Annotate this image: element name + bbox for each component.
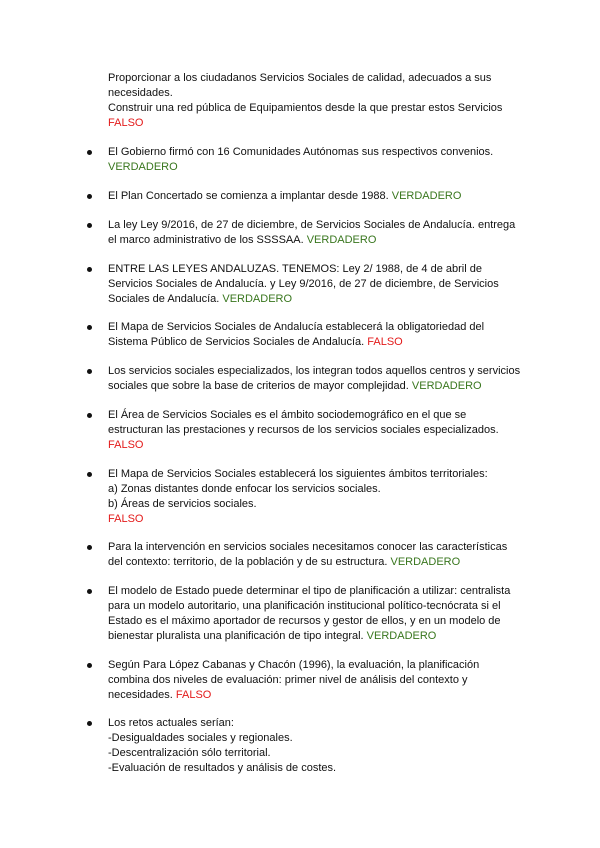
item-line: necesidades. [108, 689, 173, 701]
item-line: el marco administrativo de los SSSSAA. [108, 234, 304, 246]
intro-line: Construir una red pública de Equipamientos desde la que prestar estos Servicios [108, 102, 503, 114]
intro-line: Proporcionar a los ciudadanos Servicios Sociales de calidad, adecuados a sus [108, 72, 492, 84]
list-item [108, 584, 518, 644]
list-item [108, 262, 518, 307]
item-line: Los retos actuales serían: [108, 717, 234, 729]
bullet-icon [87, 663, 92, 668]
list-item [108, 218, 518, 248]
bullet-icon [87, 150, 92, 155]
answer-verdadero: VERDADERO [366, 630, 437, 642]
item-line: Según Para López Cabanas y Chacón (1996), la evaluación, la planificación [108, 659, 480, 671]
list-item [108, 540, 518, 570]
answer-falso: FALSO [367, 336, 403, 348]
item-line: Los servicios sociales especializados, los integran todos aquellos centros y servicios [108, 365, 521, 377]
item-line: El Mapa de Servicios Sociales establecerá los siguientes ámbitos territoriales: [108, 468, 488, 480]
item-line: Estado es el máximo aportador de recursos y gestor de ellos, y en un modelo de [108, 615, 501, 627]
item-line: Sistema Público de Servicios Sociales de Andalucía. [108, 336, 365, 348]
item-line: El Plan Concertado se comienza a implantar desde 1988. [108, 190, 389, 202]
item-line: Servicios Sociales de Andalucía. y Ley 9/2016, de 27 de diciembre, de Servicios [108, 278, 499, 290]
answer-verdadero: VERDADERO [306, 234, 377, 246]
answer-verdadero: VERDADERO [222, 293, 293, 305]
item-line: sociales que sobre la base de criterios de mayor complejidad. [108, 380, 409, 392]
item-line: El modelo de Estado puede determinar el tipo de planificación a utilizar: centralista [108, 585, 511, 597]
list-item [108, 364, 521, 394]
answer-falso: FALSO [108, 117, 144, 129]
bullet-icon [87, 721, 92, 726]
list-item [108, 145, 518, 175]
item-line: La ley Ley 9/2016, de 27 de diciembre, de Servicios Sociales de Andalucía. entrega [108, 219, 516, 231]
item-line: a) Zonas distantes donde enfocar los servicios sociales. [108, 483, 381, 495]
item-line: El Área de Servicios Sociales es el ámbito sociodemográfico en el que se [108, 409, 467, 421]
list-item [108, 658, 518, 703]
item-line: del contexto: territorio, de la población y de su estructura. [108, 556, 388, 568]
bullet-icon [87, 194, 92, 199]
item-line: El Mapa de Servicios Sociales de Andalucía establecerá la obligatoriedad del [108, 321, 485, 333]
list-item [108, 716, 518, 776]
item-line: b) Áreas de servicios sociales. [108, 498, 257, 510]
list-item [108, 320, 518, 350]
item-line: combina dos niveles de evaluación: primer nivel de análisis del contexto y [108, 674, 468, 686]
bullet-icon [87, 545, 92, 550]
list-item [108, 467, 518, 527]
list-item [108, 189, 518, 204]
bullet-icon [87, 325, 92, 330]
bullet-icon [87, 413, 92, 418]
bullet-icon [87, 267, 92, 272]
answer-falso: FALSO [175, 689, 212, 701]
item-line: bienestar pluralista una planificación de tipo integral. [108, 630, 364, 642]
item-line: Sociales de Andalucía. [108, 293, 220, 305]
item-line: -Desigualdades sociales y regionales. [108, 732, 293, 744]
answer-verdadero: VERDADERO [391, 190, 462, 202]
answer-verdadero: VERDADERO [411, 380, 482, 392]
intro-block [108, 71, 528, 131]
item-line: -Evaluación de resultados y análisis de costes. [108, 762, 337, 774]
bullet-icon [87, 472, 92, 477]
list-item [108, 408, 518, 453]
intro-line: necesidades. [108, 87, 173, 99]
answer-verdadero: VERDADERO [390, 556, 461, 568]
item-line: ENTRE LAS LEYES ANDALUZAS. TENEMOS: Ley 2/ 1988, de 4 de abril de [108, 263, 482, 275]
item-line: Para la intervención en servicios sociales necesitamos conocer las características [108, 541, 508, 553]
item-line: -Descentralización sólo territorial. [108, 747, 271, 759]
answer-falso: FALSO [108, 439, 144, 451]
item-line: para un modelo autoritario, una planificación institucional político-tecnócrata si el [108, 600, 501, 612]
bullet-icon [87, 223, 92, 228]
item-line: El Gobierno firmó con 16 Comunidades Autónomas sus respectivos convenios. [108, 146, 494, 158]
bullet-icon [87, 369, 92, 374]
answer-verdadero: VERDADERO [108, 161, 178, 173]
bullet-icon [87, 589, 92, 594]
item-line: estructuran las prestaciones y recursos de los servicios sociales especializados. [108, 424, 499, 436]
answer-falso: FALSO [108, 513, 144, 525]
